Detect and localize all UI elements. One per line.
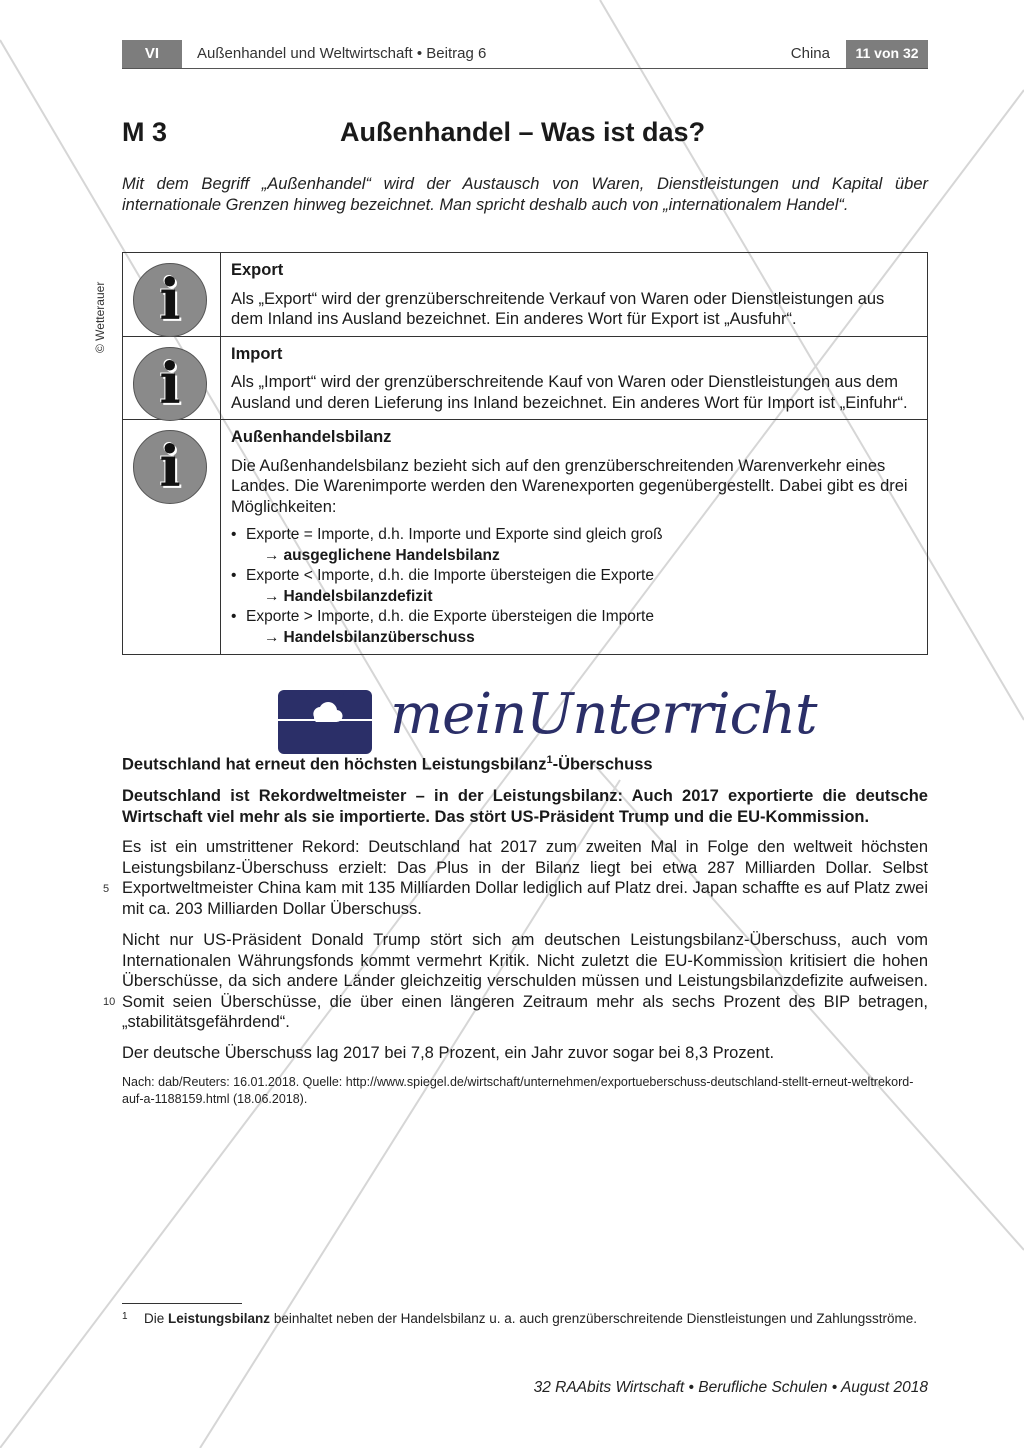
briefcase-icon <box>278 690 372 754</box>
article-paragraph: Nicht nur US-Präsident Donald Trump stört sich am deutschen Leistungsbilanz-Überschuss, auch vom Internationalen Währungsfonds kommt vermehrt Kritik. Nicht zuletzt die EU-Kommission kritisiert die hohen Überschüsse, da sich andere Länder gleichzeitig verschulden müssen und Leistungsbilanzdefizite aufweisen. Somit seien Überschüsse, die über einen längeren Zeitraum mehr als sechs Prozent des BIP betragen, „stabilitätsgefährdend“. <box>122 931 928 1031</box>
info-table <box>122 252 928 655</box>
copyright-note: © Wetterauer <box>93 281 107 353</box>
info-row-trade-balance <box>123 420 927 654</box>
info-row-title: Außenhandelsbilanz <box>231 428 392 446</box>
list-item: • Exporte = Importe, d.h. Importe und Exporte sind gleich groß → ausgeglichene Handelsbilanz <box>231 525 917 566</box>
article-paragraph: Der deutsche Überschuss lag 2017 bei 7,8 Prozent, ein Jahr zuvor sogar bei 8,3 Prozent. <box>122 1044 775 1062</box>
info-icon: i <box>133 347 207 421</box>
info-icon: i <box>133 263 207 337</box>
intro-text: Mit dem Begriff „Außenhandel“ wird der Austausch von Waren, Dienstleistungen und Kapital über internationale Grenzen hinweg bezeichnet. Man spricht deshalb auch von „internationalem Handel“. <box>122 175 928 214</box>
footnote-number: 1 <box>122 1311 128 1322</box>
info-row-text: Als „Export“ wird der grenzüberschreitende Verkauf von Waren oder Dienstleistungen aus dem Inland ins Ausland bezeichnet. Ein anderes Wort für Export ist „Ausfuhr“. <box>231 289 885 328</box>
list-item: • Exporte > Importe, d.h. die Exporte übersteigen die Importe → Handelsbilanzüberschuss <box>231 607 917 648</box>
page-header <box>122 40 928 69</box>
footnote-divider <box>122 1303 242 1304</box>
page-title: Außenhandel – Was ist das? <box>340 117 706 147</box>
header-title: Außenhandel und Weltwirtschaft • Beitrag 6 <box>197 45 487 62</box>
arrow-icon: → <box>264 546 280 564</box>
info-row-text: Die Außenhandelsbilanz bezieht sich auf den grenzüberschreitenden Warenverkehr eines Landes. Die Warenimporte werden den Warenexporten gegenübergestellt. Dabei gibt es drei Möglichkeiten: <box>231 456 908 516</box>
page-number-badge: 11 von 32 <box>846 40 928 68</box>
line-number: 10 <box>103 996 116 1008</box>
info-icon: i <box>133 430 207 504</box>
info-row-title: Export <box>231 261 284 279</box>
info-row-text: Als „Import“ wird der grenzüberschreitende Kauf von Waren oder Dienstleistungen aus dem Ausland und deren Lieferung ins Inland bezeichnet. Ein anderes Wort für Import ist „Einfuhr“. <box>231 373 908 412</box>
article-lead: Deutschland ist Rekordweltmeister – in der Leistungsbilanz: Auch 2017 exportierte die deutsche Wirtschaft viel mehr als sie importierte. Das stört US-Präsident Trump und die EU-Kommission. <box>122 787 928 826</box>
material-label: M 3 <box>122 117 168 147</box>
section-badge: VI <box>122 40 182 68</box>
info-row-title: Import <box>231 344 283 363</box>
header-country: China <box>790 45 830 62</box>
cloud-icon <box>278 690 372 754</box>
info-row-import <box>123 337 927 421</box>
logo-text: meinUnterricht <box>390 682 817 747</box>
line-number: 5 <box>103 883 110 895</box>
article-paragraph: Es ist ein umstrittener Rekord: Deutschland hat 2017 zum zweiten Mal in Folge den weltweit höchsten Leistungsbilanz-Überschuss erzielt: Das Plus in der Bilanz liegt bei etwa 287 Milliarden Dollar. Selbst Exportweltmeister China kam mit 135 Milliarden Dollar lediglich auf Platz drei. Japan schaffte es auf Platz zwei mit ca. 203 Milliarden Dollar Überschuss. <box>122 838 928 918</box>
arrow-icon: → <box>264 628 280 646</box>
arrow-icon: → <box>264 587 280 605</box>
article-source: Nach: dab/Reuters: 16.01.2018. Quelle: http://www.spiegel.de/wirtschaft/unternehmen/exportueberschuss-deutschland-stellt-erneut-weltrekord-auf-a-1188159.html (18.06.2018). <box>122 1075 914 1106</box>
info-row-export <box>123 253 927 337</box>
balance-cases-list <box>231 525 917 648</box>
list-item: • Exporte < Importe, d.h. die Importe übersteigen die Exporte → Handelsbilanzdefizit <box>231 566 917 607</box>
page-footer: 32 RAAbits Wirtschaft • Berufliche Schulen • August 2018 <box>533 1379 928 1396</box>
article-headline: Deutschland hat erneut den höchsten Leistungsbilanz$^1$-Überschuss <box>122 754 653 774</box>
